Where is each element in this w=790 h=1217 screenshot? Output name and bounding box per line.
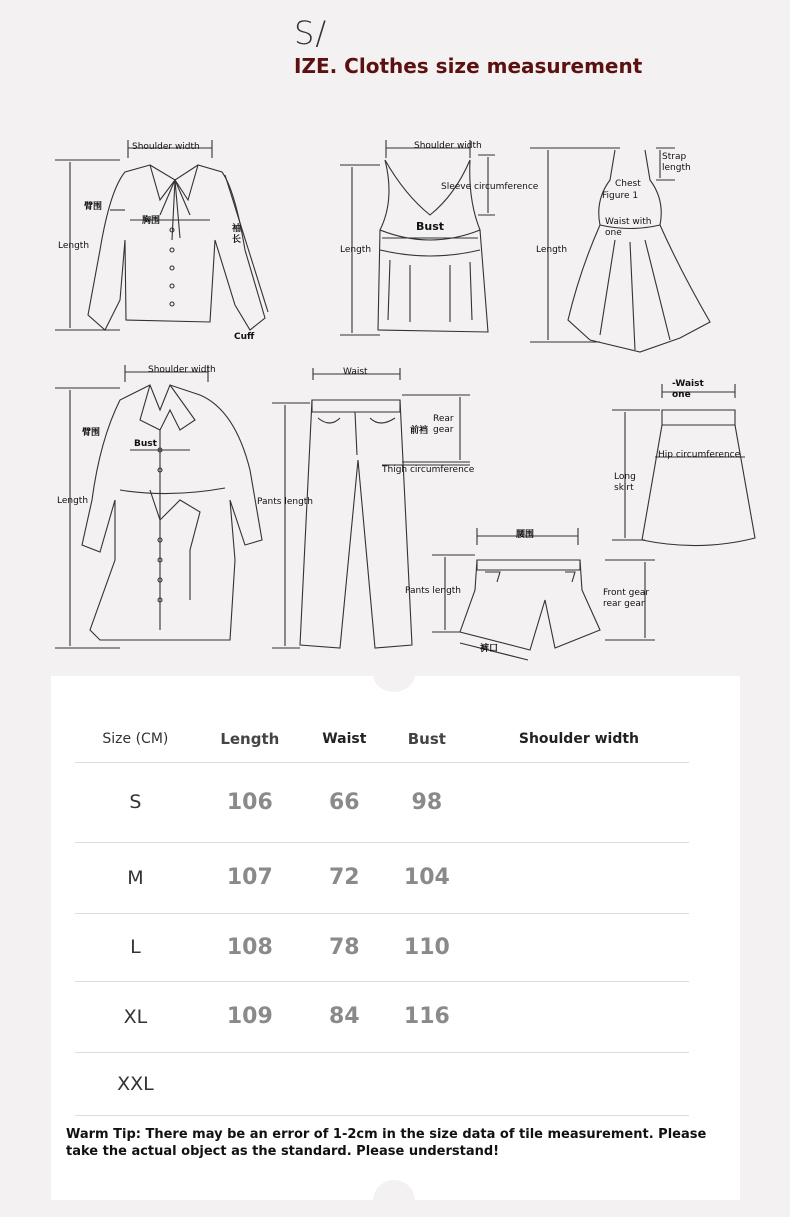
shoulder-cell (469, 1052, 689, 1115)
header-length: Length (220, 729, 280, 748)
table-row (75, 762, 689, 842)
size-cell: S (75, 762, 196, 842)
pants-thigh-label: Thigh circumference (382, 465, 475, 475)
size-cell: XXL (75, 1052, 196, 1115)
shoulder-cell (469, 762, 689, 842)
coat-shoulder-label: Shoulder width (148, 365, 216, 375)
table-row (75, 981, 689, 1052)
skirt-waist-label: -Waist one (672, 379, 704, 400)
length-cell (196, 1052, 304, 1115)
header-waist: Waist (322, 730, 367, 747)
size-chart-card (51, 676, 740, 1200)
shoulder-cell (469, 981, 689, 1052)
bust-cell: 116 (385, 981, 469, 1052)
coat-length-label: Length (57, 496, 89, 506)
vest-sleeve-label: Sleeve circumference (441, 182, 539, 192)
shorts-leg-label: 裤口 (480, 644, 499, 654)
length-cell: 109 (196, 981, 304, 1052)
vest-shoulder-label: Shoulder width (414, 141, 482, 151)
pants-rear-label: Rear gear (433, 414, 454, 435)
waist-cell (304, 1052, 385, 1115)
waist-cell: 72 (304, 842, 385, 913)
coat-arm-label: 臂围 (82, 428, 101, 438)
shirt-shoulder-label: Shoulder width (132, 142, 200, 152)
shorts-gear-label: Front gear rear gear (603, 588, 650, 609)
pants-length-label: Pants length (257, 497, 314, 507)
shirt-length-label: Length (58, 241, 90, 251)
skirt-hip-label: Hip circumference (658, 450, 741, 460)
bust-cell: 104 (385, 842, 469, 913)
dress-waist-label: Waist with one (605, 217, 652, 238)
size-cell: M (75, 842, 196, 913)
waist-cell: 84 (304, 981, 385, 1052)
length-cell: 106 (196, 762, 304, 842)
page-title: IZE. Clothes size measurement (294, 54, 643, 78)
length-cell: 107 (196, 842, 304, 913)
size-table (75, 716, 689, 1116)
vest-length-label: Length (340, 245, 372, 255)
size-cell: XL (75, 981, 196, 1052)
dress-strap-label: Strap length (662, 152, 691, 173)
size-cell: L (75, 913, 196, 981)
table-row (75, 1052, 689, 1115)
shirt-cuff-label: Cuff (234, 332, 255, 342)
header-size: Size (CM) (102, 730, 169, 747)
header-bust: Bust (407, 729, 446, 748)
shorts-length-label: Pants length (405, 586, 462, 596)
bust-cell (385, 1052, 469, 1115)
shoulder-cell (469, 913, 689, 981)
shorts-waist-label: 腰围 (516, 530, 535, 540)
shirt-chest-label: 胸围 (142, 216, 161, 226)
bust-cell: 110 (385, 913, 469, 981)
vest-illustration (340, 140, 495, 335)
header-shoulder: Shoulder width (518, 730, 640, 747)
dress-figure-label: Figure 1 (602, 191, 639, 201)
dress-length-label: Length (536, 245, 568, 255)
waist-cell: 66 (304, 762, 385, 842)
vest-bust-label: Bust (416, 220, 445, 233)
warm-tip: Warm Tip: There may be an error of 1-2cm in the size data of tile measurement. Please take the actual object as the standard. Please understand! (66, 1127, 707, 1159)
skirt-long-label: Long skirt (614, 472, 636, 493)
skirt-illustration (612, 384, 755, 546)
length-cell: 108 (196, 913, 304, 981)
card-notch-bottom (373, 1180, 415, 1217)
header-letter: S/ (294, 14, 328, 52)
pants-waist-label: Waist (343, 367, 368, 377)
shirt-arm-label: 臂围 (84, 202, 103, 212)
table-row (75, 842, 689, 913)
coat-bust-label: Bust (134, 439, 157, 449)
pants-illustration (272, 368, 470, 648)
waist-cell: 78 (304, 913, 385, 981)
pants-front-label: 前裆 (410, 426, 429, 436)
shirt-sleeve-label: 袖长 (232, 224, 242, 245)
table-header-row (75, 716, 689, 762)
card-notch-top (373, 656, 415, 692)
dress-chest-label: Chest (615, 179, 641, 189)
measurement-diagrams (0, 120, 790, 680)
table-row (75, 913, 689, 981)
bust-cell: 98 (385, 762, 469, 842)
shoulder-cell (469, 842, 689, 913)
